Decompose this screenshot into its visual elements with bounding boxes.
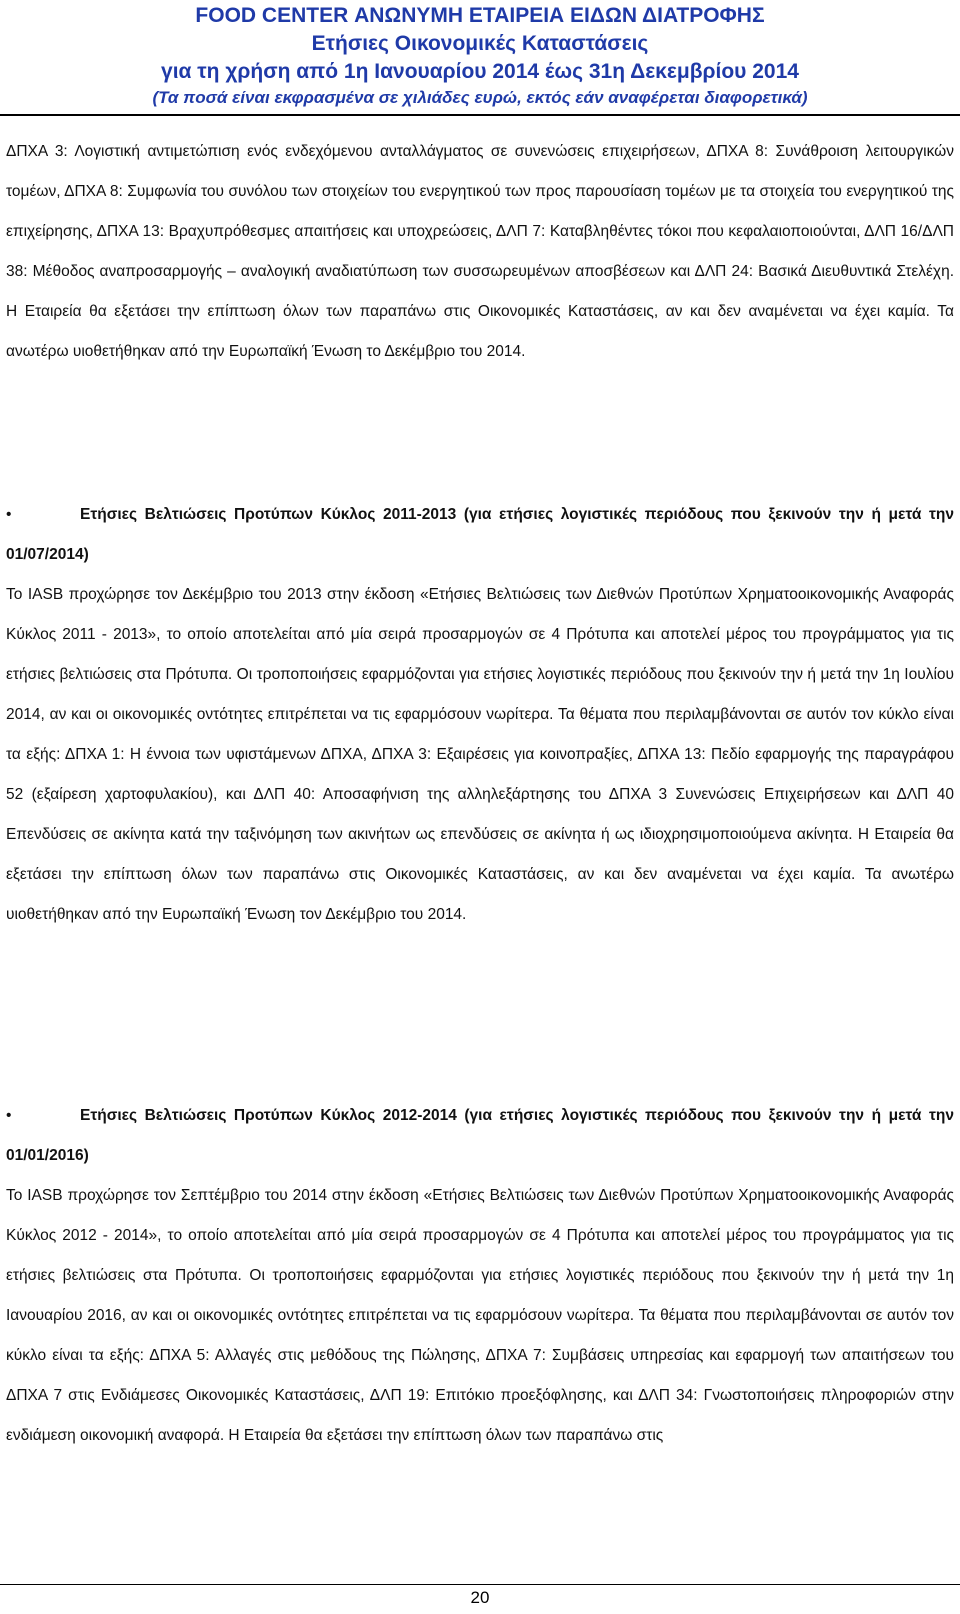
section-title [6, 495, 954, 575]
section-improvements-2012-2014 [6, 1096, 954, 1456]
header-divider [0, 114, 960, 116]
section-body: Το IASB προχώρησε τον Δεκέμβριο του 2013 στην έκδοση «Ετήσιες Βελτιώσεις των Διεθνών Προτύπων Χρηματοοικονομικής Αναφοράς Κύκλος 2011 - 2013», το οποίο αποτελείται από μία σειρά προσαρμογών σε 4 Πρότυπα και αποτελεί μέρος του προγράμματος για τις ετήσιες βελτιώσεις στα Πρότυπα. Οι τροποποιήσεις εφαρμόζονται για ετήσιες λογιστικές περιόδους που ξεκινούν την ή μετά την 1η Ιουλίου 2014, αν και οι οικονομικές οντότητες επιτρέπεται να τις εφαρμόσουν νωρίτερα. Τα θέματα που περιλαμβάνονται σε αυτόν τον κύκλο είναι τα εξής: ΔΠΧΑ 1: Η έννοια των υφιστάμενων ΔΠΧΑ, ΔΠΧΑ 3: Εξαιρέσεις για κοινοπραξίες, ΔΠΧΑ 13: Πεδίο εφαρμογής της παραγράφου 52 (εξαίρεση χαρτοφυλακίου), και ΔΛΠ 40: Αποσαφήνιση της αλληλεξάρτησης του ΔΠΧΑ 3 Συνενώσεις Επιχειρήσεων και ΔΛΠ 40 Επενδύσεις σε ακίνητα κατά την ταξινόμηση των ακινήτων ως επενδύσεις σε ακίνητα ή ως ιδιοχρησιμοποιούμενα ακίνητα. Η Εταιρεία θα εξετάσει την επίπτωση όλων των παραπάνω στις Οικονομικές Καταστάσεις, αν και δεν αναμένεται να έχει καμία. Τα ανωτέρω υιοθετήθηκαν από την Ευρωπαϊκή Ένωση τον Δεκέμβριο του 2014. [6, 586, 954, 923]
footer-divider [0, 1584, 960, 1585]
section-body: Το IASB προχώρησε τον Σεπτέμβριο του 2014 στην έκδοση «Ετήσιες Βελτιώσεις των Διεθνών Προτύπων Χρηματοοικονομικής Αναφοράς Κύκλος 2012 - 2014», το οποίο αποτελείται από μία σειρά προσαρμογών σε 4 Πρότυπα και αποτελεί μέρος του προγράμματος για τις ετήσιες βελτιώσεις στα Πρότυπα. Οι τροποποιήσεις εφαρμόζονται για ετήσιες λογιστικές περιόδους που ξεκινούν την ή μετά την 1η Ιανουαρίου 2016, αν και οι οικονομικές οντότητες επιτρέπεται να τις εφαρμόσουν νωρίτερα. Τα θέματα που περιλαμβάνονται σε αυτόν τον κύκλο είναι τα εξής: ΔΠΧΑ 5: Αλλαγές στις μεθόδους της Πώλησης, ΔΠΧΑ 7: Συμβάσεις υπηρεσίας και εφαρμογή των απαιτήσεων του ΔΠΧΑ 7 στις Ενδιάμεσες Οικονομικές Καταστάσεις, ΔΛΠ 19: Επιτόκιο προεξόφλησης, και ΔΛΠ 34: Γνωστοποιήσεις πληροφοριών στην ενδιάμεση οικονομική αναφορά. Η Εταιρεία θα εξετάσει την επίπτωση όλων των παραπάνω στις [6, 1187, 954, 1444]
section-improvements-2011-2013 [6, 495, 954, 935]
bullet-icon: • [6, 506, 12, 523]
intro-paragraph: ΔΠΧΑ 3: Λογιστική αντιμετώπιση ενός ενδεχόμενου ανταλλάγματος σε συνενώσεις επιχειρήσεων, ΔΠΧΑ 8: Συνάθροιση λειτουργικών τομέων, ΔΠΧΑ 8: Συμφωνία του συνόλου των στοιχείων του ενεργητικού των προς παρουσίαση τομέων με τα στοιχεία του ενεργητικού της επιχείρησης, ΔΠΧΑ 13: Βραχυπρόθεσμες απαιτήσεις και υποχρεώσεις, ΔΛΠ 7: Καταβληθέντες τόκοι που κεφαλαιοποιούνται, ΔΛΠ 16/ΔΛΠ 38: Μέθοδος αναπροσαρμογής – αναλογική αναδιατύπωση των συσσωρευμένων αποσβέσεων και ΔΛΠ 24: Βασικά Διευθυντικά Στελέχη. Η Εταιρεία θα εξετάσει την επίπτωση όλων των παραπάνω στις Οικονομικές Καταστάσεις, αν και δεν αναμένεται να έχει καμία. Τα ανωτέρω υιοθετήθηκαν από την Ευρωπαϊκή Ένωση το Δεκέμβριο του 2014. [6, 143, 954, 360]
bullet-icon: • [6, 1107, 12, 1124]
reporting-period: για τη χρήση από 1η Ιανουαρίου 2014 έως 31η Δεκεμβρίου 2014 [161, 60, 799, 83]
section-title-text: Ετήσιες Βελτιώσεις Προτύπων Κύκλος 2012-2014 (για ετήσιες λογιστικές περιόδους που ξεκινούν την ή μετά την 01/01/2016) [6, 1107, 954, 1164]
document-title: Ετήσιες Οικονομικές Καταστάσεις [311, 32, 649, 55]
company-name: FOOD CENTER ΑΝΩΝΥΜΗ ΕΤΑΙΡΕΙΑ ΕΙΔΩΝ ΔΙΑΤΡΟΦΗΣ [195, 4, 765, 27]
section-title [6, 1096, 954, 1176]
page-number: 20 [470, 1588, 490, 1607]
currency-note: (Τα ποσά είναι εκφρασμένα σε χιλιάδες ευρώ, εκτός εάν αναφέρεται διαφορετικά) [152, 88, 808, 107]
section-title-text: Ετήσιες Βελτιώσεις Προτύπων Κύκλος 2011-2013 (για ετήσιες λογιστικές περιόδους που ξεκινούν την ή μετά την 01/07/2014) [6, 506, 954, 563]
